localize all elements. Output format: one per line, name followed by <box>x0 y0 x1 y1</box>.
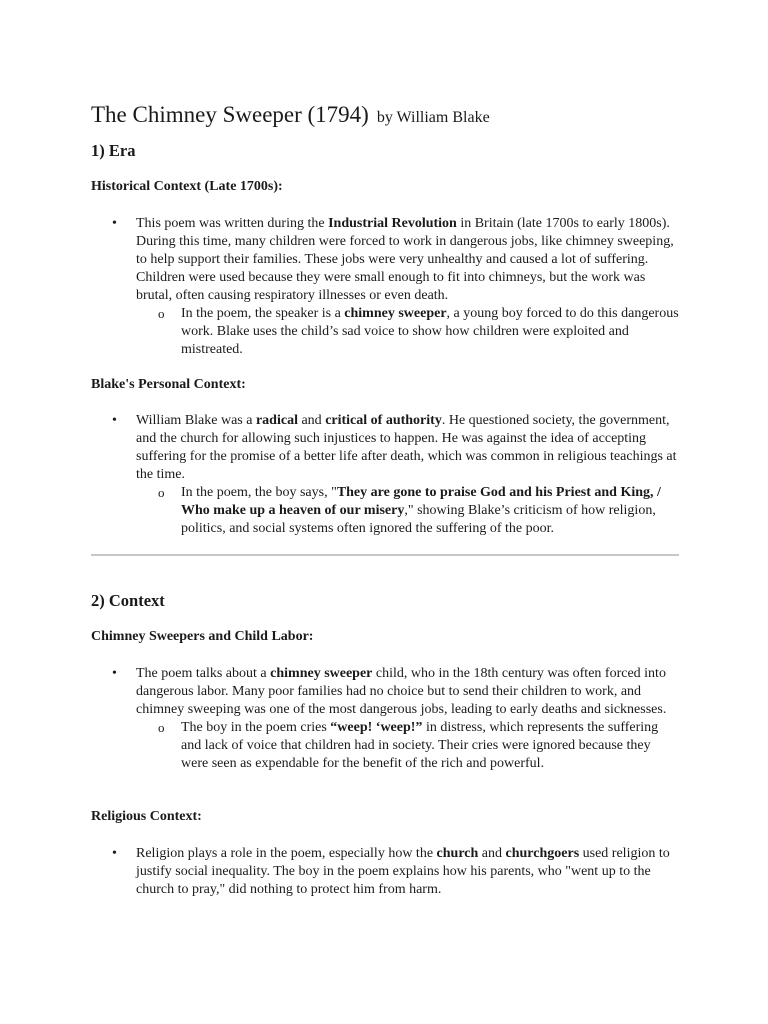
text: This poem was written during the <box>136 216 329 231</box>
sub-bullet-marker: o <box>158 720 165 735</box>
bold-text: chimney sweeper <box>270 666 373 681</box>
subheading-personal-context: Blake's Personal Context: <box>91 377 246 392</box>
bold-text: churchgoers <box>505 846 580 861</box>
bullet-chimney <box>91 665 679 773</box>
bold-text: critical of authority <box>325 413 442 428</box>
bold-text: church <box>436 846 479 861</box>
subheading-religious-context: Religious Context: <box>91 809 202 824</box>
document-title <box>91 93 490 130</box>
title-author: by William Blake <box>376 109 490 126</box>
bold-text: Industrial Revolution <box>328 216 457 231</box>
sub-bullet-marker: o <box>158 485 165 500</box>
bullet-personal <box>91 412 679 538</box>
bullet-marker: • <box>112 846 117 861</box>
text: The boy in the poem cries <box>181 720 331 735</box>
text: . He questioned society, the government, and the church for allowing such injustices to happen. He was against the idea of accepting suffering for the promise of a better life after death, which was common in religious teachings at the time. <box>136 413 677 482</box>
text: child, who in the 18th century was often forced into dangerous labor. Many poor families had no choice but to send their children to work, and chimney sweeping was one of the most dangerous jobs, leading to early deaths and sicknesses. <box>136 666 667 717</box>
title-main: The Chimney Sweeper (1794) <box>91 102 369 127</box>
text: In the poem, the speaker is a <box>181 306 345 321</box>
bold-text: They are gone to praise God and his Priest and King, / Who make up a heaven of our misery <box>181 485 661 518</box>
text: in Britain (late 1700s to early 1800s). During this time, many children were forced to work in dangerous jobs, like chimney sweeping, to help support their families. These jobs were very unhealthy and caused a lot of suffering. Children were used because they were small enough to fit into chimneys, but the work was brutal, often causing respiratory illnesses or even death. <box>136 216 674 303</box>
text: William Blake was a <box>136 413 256 428</box>
bold-text: “weep! ‘weep!” <box>330 720 423 735</box>
sub-bullet-historical <box>91 305 679 359</box>
text: ," showing Blake’s criticism of how religion, politics, and social systems often ignored the suffering of the poor. <box>181 503 656 536</box>
subheading-chimney-sweepers: Chimney Sweepers and Child Labor: <box>91 629 314 644</box>
section-heading-era: 1) Era <box>91 141 136 160</box>
subheading-historical-context: Historical Context (Late 1700s): <box>91 179 283 194</box>
bullet-historical <box>91 215 679 359</box>
bold-text: chimney sweeper <box>344 306 447 321</box>
bullet-marker: • <box>112 413 117 428</box>
text: In the poem, the boy says, " <box>181 485 337 500</box>
text: Religion plays a role in the poem, especially how the <box>136 846 437 861</box>
bold-text: radical <box>255 413 298 428</box>
sub-bullet-chimney <box>91 719 679 773</box>
text: in distress, which represents the suffering and lack of voice that children had in society. Their cries were ignored because they were seen as expendable for the benefit of the rich and powerful. <box>181 720 659 771</box>
horizontal-divider <box>91 554 679 556</box>
text: and <box>297 413 326 428</box>
bullet-religious <box>91 845 679 899</box>
text: , a young boy forced to do this dangerous work. Blake uses the child’s sad voice to show how children were exploited and mistreated. <box>181 306 679 357</box>
text: The poem talks about a <box>136 666 271 681</box>
sub-bullet-marker: o <box>158 306 165 321</box>
text: used religion to justify social inequality. The boy in the poem explains how his parents, who "went up to the church to pray," did nothing to protect him from harm. <box>136 846 670 897</box>
section-heading-context: 2) Context <box>91 591 165 610</box>
text: and <box>478 846 506 861</box>
bullet-marker: • <box>112 666 117 681</box>
sub-bullet-personal <box>91 484 679 538</box>
bullet-marker: • <box>112 216 117 231</box>
